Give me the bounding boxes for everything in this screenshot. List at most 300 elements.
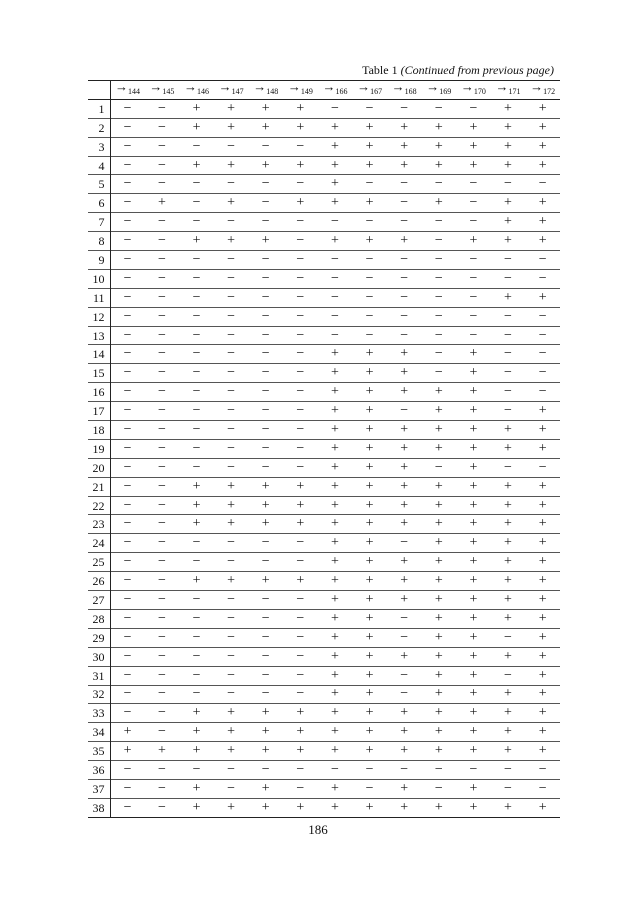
table-cell: + xyxy=(331,705,339,721)
row-label: 6 xyxy=(88,194,110,213)
table-cell: + xyxy=(227,516,236,532)
table-row xyxy=(88,761,560,780)
table-cell: + xyxy=(227,743,236,759)
row-label: 29 xyxy=(88,628,110,647)
table-cell: − xyxy=(227,138,236,154)
table-cell: + xyxy=(469,138,478,154)
table-cell: + xyxy=(469,157,478,173)
table-cell: + xyxy=(227,233,236,249)
table-cell: + xyxy=(192,157,201,173)
table-cell: − xyxy=(157,251,166,267)
table-cell: + xyxy=(331,497,339,513)
table-cell: + xyxy=(365,686,374,702)
table-cell: + xyxy=(227,724,236,740)
table-cell: − xyxy=(227,610,236,626)
table-cell: − xyxy=(227,270,236,286)
table-cell: + xyxy=(365,573,374,589)
table-cell: + xyxy=(504,648,512,664)
table-cell: + xyxy=(504,138,512,154)
table-cell: + xyxy=(400,516,409,532)
table-cell: − xyxy=(261,421,270,437)
table-cell: − xyxy=(365,289,374,305)
table-cell: + xyxy=(469,743,478,759)
table-cell: + xyxy=(538,591,547,607)
table-cell: − xyxy=(123,648,132,664)
table-cell: + xyxy=(331,346,339,362)
table-cell: + xyxy=(400,138,409,154)
table-cell: + xyxy=(227,497,236,513)
table-cell: − xyxy=(192,214,201,230)
table-cell: + xyxy=(157,195,166,211)
table-cell: + xyxy=(261,743,270,759)
table-cell: − xyxy=(192,138,201,154)
table-cell: − xyxy=(296,214,305,230)
table-cell: + xyxy=(400,346,409,362)
table-cell: + xyxy=(227,705,236,721)
table-cell: + xyxy=(504,100,512,116)
table-cell: − xyxy=(296,270,305,286)
table-cell: − xyxy=(538,327,547,343)
table-cell: − xyxy=(296,308,305,324)
table-cell: − xyxy=(296,403,305,419)
table-row xyxy=(88,496,560,515)
table-cell: − xyxy=(157,157,166,173)
table-cell: − xyxy=(261,176,270,192)
table-cell: + xyxy=(261,799,270,815)
table-cell: − xyxy=(504,762,512,777)
table-cell: − xyxy=(296,346,305,362)
table-cell: + xyxy=(331,403,339,419)
table-cell: − xyxy=(227,251,236,267)
table-cell: + xyxy=(469,629,478,645)
table-cell: − xyxy=(538,365,547,381)
table-cell: + xyxy=(434,516,443,532)
table-row xyxy=(88,288,560,307)
table-cell: − xyxy=(157,119,166,135)
table-cell: + xyxy=(365,629,374,645)
table-cell: − xyxy=(504,251,512,267)
row-label: 15 xyxy=(88,364,110,383)
row-label: 16 xyxy=(88,383,110,402)
column-header xyxy=(318,81,353,100)
corner-cell xyxy=(88,81,110,100)
table-cell: + xyxy=(365,516,374,532)
table-cell: − xyxy=(400,289,409,305)
table-cell: + xyxy=(331,629,339,645)
table-cell: + xyxy=(469,459,478,475)
table-cell: − xyxy=(192,667,201,683)
table-cell: + xyxy=(296,705,305,721)
table-cell: + xyxy=(261,119,270,135)
table-cell: − xyxy=(123,440,132,456)
table-cell: + xyxy=(538,119,547,135)
table-cell: − xyxy=(538,384,547,400)
arrow-symbol: → xyxy=(495,79,509,95)
table-cell: − xyxy=(227,403,236,419)
table-cell: + xyxy=(400,573,409,589)
table-cell: − xyxy=(157,686,166,702)
table-cell: + xyxy=(469,516,478,532)
table-cell: − xyxy=(261,667,270,683)
table-cell: + xyxy=(331,365,339,381)
table-cell: − xyxy=(192,289,201,305)
table-cell: + xyxy=(538,214,547,230)
table-cell: − xyxy=(296,251,305,267)
row-label: 7 xyxy=(88,213,110,232)
column-header xyxy=(491,81,526,100)
table-cell: + xyxy=(469,119,478,135)
table-cell: − xyxy=(261,762,270,777)
table-cell: + xyxy=(296,100,305,116)
row-label: 23 xyxy=(88,515,110,534)
table-cell: − xyxy=(227,176,236,192)
table-cell: − xyxy=(434,327,443,343)
column-subscript: 167 xyxy=(370,87,383,97)
table-cell: + xyxy=(434,138,443,154)
table-cell: − xyxy=(365,251,374,267)
table-cell: − xyxy=(400,762,409,777)
table-cell: + xyxy=(192,799,201,815)
table-cell: − xyxy=(365,270,374,286)
table-cell: + xyxy=(538,705,547,721)
table-cell: − xyxy=(400,610,409,626)
table-cell: − xyxy=(400,251,409,267)
table-cell: + xyxy=(365,535,374,551)
table-cell: − xyxy=(296,667,305,683)
table-cell: − xyxy=(261,610,270,626)
table-cell: + xyxy=(469,365,478,381)
table-cell: − xyxy=(157,516,166,532)
column-subscript: 168 xyxy=(404,87,417,97)
table-row xyxy=(88,572,560,591)
table-row xyxy=(88,326,560,345)
column-header xyxy=(248,81,283,100)
table-cell: + xyxy=(365,157,374,173)
table-cell: + xyxy=(331,384,339,400)
table-cell: + xyxy=(504,214,512,230)
arrow-symbol: → xyxy=(391,79,405,95)
table-cell: + xyxy=(538,138,547,154)
table-cell: − xyxy=(192,308,201,324)
table-cell: + xyxy=(538,421,547,437)
table-cell: − xyxy=(192,762,201,777)
table-cell: − xyxy=(192,327,201,343)
table-cell: + xyxy=(400,724,409,740)
table-cell: − xyxy=(331,289,339,305)
table-cell: − xyxy=(157,421,166,437)
table-cell: + xyxy=(434,535,443,551)
table-row xyxy=(88,99,560,118)
table-cell: − xyxy=(469,308,478,324)
column-header xyxy=(352,81,387,100)
table-cell: + xyxy=(504,157,512,173)
table-cell: − xyxy=(123,346,132,362)
table-cell: + xyxy=(331,573,339,589)
table-cell: − xyxy=(227,459,236,475)
table-cell: + xyxy=(192,119,201,135)
table-cell: + xyxy=(400,648,409,664)
table-cell: − xyxy=(261,195,270,211)
table-cell: − xyxy=(538,762,547,777)
table-cell: + xyxy=(400,119,409,135)
table-cell: − xyxy=(227,384,236,400)
table-cell: − xyxy=(261,327,270,343)
table-cell: − xyxy=(434,762,443,777)
table-cell: − xyxy=(157,440,166,456)
table-cell: − xyxy=(296,554,305,570)
table-cell: − xyxy=(157,554,166,570)
table-cell: − xyxy=(157,233,166,249)
table-cell: − xyxy=(157,780,166,796)
table-cell: + xyxy=(296,478,305,494)
arrow-symbol: → xyxy=(460,79,474,95)
table-cell: + xyxy=(192,516,201,532)
table-cell: + xyxy=(400,157,409,173)
column-subscript: 146 xyxy=(197,87,210,97)
table-cell: + xyxy=(192,497,201,513)
table-cell: + xyxy=(469,440,478,456)
column-header xyxy=(179,81,214,100)
table-cell: + xyxy=(434,384,443,400)
table-cell: + xyxy=(504,421,512,437)
table-cell: − xyxy=(157,100,166,116)
table-cell: − xyxy=(469,762,478,777)
table-cell: + xyxy=(192,478,201,494)
table-row xyxy=(88,364,560,383)
table-cell: − xyxy=(227,554,236,570)
table-cell: − xyxy=(157,610,166,626)
table-cell: − xyxy=(296,289,305,305)
table-row xyxy=(88,175,560,194)
table-cell: + xyxy=(538,535,547,551)
table-cell: − xyxy=(227,346,236,362)
table-body xyxy=(88,99,560,817)
table-row xyxy=(88,515,560,534)
table-cell: + xyxy=(434,648,443,664)
table-cell: + xyxy=(469,554,478,570)
table-cell: − xyxy=(365,780,374,796)
table-cell: − xyxy=(400,100,409,116)
table-cell: − xyxy=(192,648,201,664)
table-cell: − xyxy=(400,686,409,702)
table-cell: + xyxy=(400,705,409,721)
column-header xyxy=(456,81,491,100)
table-cell: − xyxy=(365,308,374,324)
table-cell: − xyxy=(296,459,305,475)
table-cell: − xyxy=(261,270,270,286)
table-cell: − xyxy=(504,176,512,192)
row-label: 25 xyxy=(88,553,110,572)
table-cell: − xyxy=(192,251,201,267)
table-cell: − xyxy=(123,478,132,494)
table-cell: − xyxy=(123,176,132,192)
table-cell: − xyxy=(123,554,132,570)
column-subscript: 171 xyxy=(508,87,521,97)
table-cell: + xyxy=(192,724,201,740)
table-cell: + xyxy=(227,119,236,135)
arrow-symbol: → xyxy=(149,79,163,95)
table-cell: + xyxy=(538,440,547,456)
table-cell: + xyxy=(331,478,339,494)
table-cell: + xyxy=(331,554,339,570)
table-cell: − xyxy=(192,629,201,645)
table-cell: − xyxy=(365,176,374,192)
table-cell: − xyxy=(434,365,443,381)
arrow-symbol: → xyxy=(184,79,198,95)
column-subscript: 166 xyxy=(335,87,348,97)
table-cell: + xyxy=(504,610,512,626)
table-cell: − xyxy=(434,308,443,324)
table-cell: + xyxy=(504,289,512,305)
table-cell: + xyxy=(434,799,443,815)
table-cell: − xyxy=(261,459,270,475)
table-cell: − xyxy=(400,403,409,419)
table-cell: − xyxy=(261,535,270,551)
table-cell: + xyxy=(192,233,201,249)
table-cell: − xyxy=(157,799,166,815)
table-cell: − xyxy=(123,365,132,381)
table-cell: − xyxy=(365,762,374,777)
table-cell: − xyxy=(504,346,512,362)
table-cell: − xyxy=(157,327,166,343)
table-cell: − xyxy=(123,686,132,702)
table-cell: + xyxy=(538,686,547,702)
table-cell: + xyxy=(538,667,547,683)
table-cell: + xyxy=(434,497,443,513)
table-cell: − xyxy=(192,195,201,211)
table-cell: + xyxy=(400,365,409,381)
table-cell: − xyxy=(123,403,132,419)
table-row xyxy=(88,307,560,326)
table-row xyxy=(88,647,560,666)
table-cell: − xyxy=(123,799,132,815)
table-cell: + xyxy=(365,799,374,815)
table-cell: + xyxy=(261,497,270,513)
table-cell: + xyxy=(504,119,512,135)
table-cell: + xyxy=(434,610,443,626)
caption-prefix: Table 1 xyxy=(362,63,398,77)
table-cell: − xyxy=(504,459,512,475)
table-cell: + xyxy=(331,686,339,702)
table-cell: − xyxy=(504,270,512,286)
table-cell: − xyxy=(400,667,409,683)
table-cell: + xyxy=(434,743,443,759)
table-cell: − xyxy=(434,176,443,192)
table-cell: + xyxy=(400,421,409,437)
table-cell: − xyxy=(123,667,132,683)
table-row xyxy=(88,609,560,628)
table-row xyxy=(88,232,560,251)
table-cell: − xyxy=(157,629,166,645)
table-cell: + xyxy=(434,478,443,494)
table-cell: + xyxy=(365,119,374,135)
table-row xyxy=(88,458,560,477)
table-cell: + xyxy=(192,780,201,796)
table-cell: + xyxy=(227,573,236,589)
table-cell: + xyxy=(296,573,305,589)
table-cell: + xyxy=(365,648,374,664)
column-header xyxy=(387,81,422,100)
table-row xyxy=(88,421,560,440)
table-cell: + xyxy=(227,478,236,494)
table-row xyxy=(88,213,560,232)
table-cell: + xyxy=(434,573,443,589)
table-cell: − xyxy=(157,403,166,419)
table-cell: + xyxy=(504,497,512,513)
table-cell: + xyxy=(261,705,270,721)
table-row xyxy=(88,477,560,496)
table-cell: + xyxy=(261,233,270,249)
arrow-symbol: → xyxy=(287,79,301,95)
table-cell: + xyxy=(469,591,478,607)
table-cell: − xyxy=(123,270,132,286)
table-cell: + xyxy=(400,440,409,456)
table-cell: − xyxy=(157,270,166,286)
table-cell: − xyxy=(123,535,132,551)
table-cell: − xyxy=(434,100,443,116)
table-cell: + xyxy=(331,799,339,815)
table-cell: + xyxy=(296,516,305,532)
table-cell: + xyxy=(365,554,374,570)
arrow-symbol: → xyxy=(530,79,544,95)
table-cell: + xyxy=(261,780,270,796)
table-cell: − xyxy=(296,591,305,607)
table-cell: − xyxy=(123,214,132,230)
table-cell: − xyxy=(123,100,132,116)
table-cell: − xyxy=(192,459,201,475)
table-cell: − xyxy=(434,270,443,286)
table-cell: + xyxy=(469,573,478,589)
table-cell: − xyxy=(331,214,339,230)
table-cell: − xyxy=(504,384,512,400)
table-cell: − xyxy=(365,327,374,343)
table-cell: + xyxy=(538,724,547,740)
table-cell: − xyxy=(296,365,305,381)
table-cell: + xyxy=(434,157,443,173)
row-label: 34 xyxy=(88,723,110,742)
table-cell: − xyxy=(227,308,236,324)
column-header xyxy=(283,81,318,100)
table-cell: − xyxy=(123,195,132,211)
table-cell: − xyxy=(192,403,201,419)
table-cell: + xyxy=(469,403,478,419)
table-cell: + xyxy=(157,743,166,759)
table-cell: − xyxy=(538,176,547,192)
table-cell: − xyxy=(296,535,305,551)
row-label: 10 xyxy=(88,269,110,288)
table-cell: + xyxy=(469,497,478,513)
table-cell: − xyxy=(261,591,270,607)
table-cell: − xyxy=(261,440,270,456)
table-cell: + xyxy=(504,478,512,494)
table-cell: − xyxy=(434,289,443,305)
table-cell: − xyxy=(192,535,201,551)
table-cell: − xyxy=(227,289,236,305)
table-cell: − xyxy=(157,573,166,589)
column-header xyxy=(145,81,180,100)
table-cell: − xyxy=(538,780,547,796)
row-label: 35 xyxy=(88,742,110,761)
table-cell: − xyxy=(192,270,201,286)
row-label: 9 xyxy=(88,251,110,270)
table-row xyxy=(88,269,560,288)
table-cell: + xyxy=(331,724,339,740)
table-cell: − xyxy=(157,384,166,400)
table-caption xyxy=(300,63,554,78)
table-cell: + xyxy=(538,610,547,626)
table-cell: + xyxy=(331,535,339,551)
row-label: 38 xyxy=(88,798,110,817)
